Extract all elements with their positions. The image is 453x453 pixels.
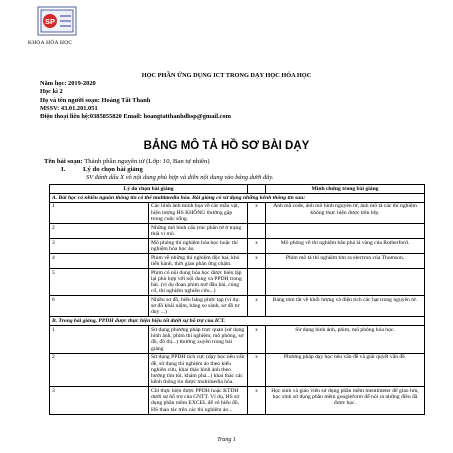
lesson-label: Tên bài soạn: xyxy=(44,158,83,165)
author-info xyxy=(40,80,231,121)
row-mark xyxy=(248,268,266,295)
row-reason: Các hình ảnh minh họa về các mẫu vật, hiện tượng HS KHÔNG thường gặp trong cuộc sống. xyxy=(149,202,248,223)
lesson-value: Thành phần nguyên tử (Lớp: 10, Ban tự nhiên) xyxy=(82,158,210,165)
group-a-heading: A. Bài học có nhiều nguồn thông tin có thể multimedia hóa. Bài giảng có sử dụng những kênh thông tin sau: xyxy=(50,193,425,202)
row-number: 4 xyxy=(50,253,149,268)
course-title: HỌC PHẦN ỨNG DỤNG ICT TRONG DẠY HỌC HÓA HỌC xyxy=(141,72,312,79)
table-header-row xyxy=(50,185,425,194)
section-label: Lý do chọn bài giảng xyxy=(83,166,143,173)
term: Học kì 2 xyxy=(40,88,63,96)
col-evidence-header: Minh chứng trong bài giảng xyxy=(266,185,425,194)
group-b-heading: B. Trong bài giảng, PPDH được thực hiện hiệu tốt dưới sự hỗ trợ của ICT. xyxy=(50,317,425,326)
row-evidence: Học sinh và giáo viên sử dụng phần mềm mentimeter để giao lưu, học sinh sử dụng phần mềm googleform để nói ra những điều đã được học. xyxy=(266,387,425,414)
section-heading xyxy=(61,166,143,173)
group-b-row xyxy=(50,317,425,326)
row-mark: x xyxy=(248,326,266,353)
row-number: 3 xyxy=(50,387,149,414)
author-name: Họ và tên người soạn: Hoàng Tất Thanh xyxy=(40,96,151,104)
row-mark: x xyxy=(248,353,266,387)
table-row xyxy=(50,326,425,353)
row-reason: Những mô hình cấu trúc phân tử ở trạng thái vi mô. xyxy=(149,223,248,238)
row-number: 3 xyxy=(50,238,149,253)
row-evidence xyxy=(266,268,425,295)
row-reason: Nhiều sơ đồ, biểu bảng phức tạp (ví dụ: sơ đồ khái niệm, bảng so sánh, sơ đồ tư duy ...) xyxy=(149,296,248,317)
row-number: 2 xyxy=(50,223,149,238)
row-mark: x xyxy=(248,387,266,414)
table-row xyxy=(50,238,425,253)
page-footer: Trang 1 xyxy=(217,437,236,443)
logo-caption: KHOA HÓA HỌC xyxy=(28,40,73,46)
row-mark xyxy=(248,223,266,238)
row-evidence: Bảng tóm tắt về khối lượng và điện tích các hạt trong nguyên tử. xyxy=(266,296,425,317)
row-reason: Mô phỏng thí nghiệm hóa học hoặc thí nghiệm hóa học ảo. xyxy=(149,238,248,253)
table-row xyxy=(50,268,425,295)
table-row xyxy=(50,296,425,317)
row-mark: x xyxy=(248,202,266,223)
lesson-line xyxy=(44,158,210,165)
row-evidence: Ảnh mã code, ảnh mô hình nguyên tử, ảnh mô tả các thí nghiệm không thực hiện được trên lớp. xyxy=(266,202,425,223)
table-row xyxy=(50,253,425,268)
row-number: 5 xyxy=(50,268,149,295)
row-number: 6 xyxy=(50,296,149,317)
row-reason: Sử dụng phương pháp trực quan (sử dụng hình ảnh, phim thí nghiệm, mô phỏng, sơ đồ, đồ thị...) thường xuyên trong bài giảng xyxy=(149,326,248,353)
col-reason-header: Lý do chọn bài giảng xyxy=(50,185,248,194)
reason-table xyxy=(49,184,425,415)
row-number: 2 xyxy=(50,353,149,387)
table-row xyxy=(50,387,425,414)
col-mark-header xyxy=(248,185,266,194)
table-row xyxy=(50,202,425,223)
row-reason: Chỉ thực hiện được PPDH hoặc KTDH dưới sự hỗ trợ của CNTT. Ví dụ, HS sử dụng phần mềm EXCEL để vẽ biểu đồ, HS thao tác trên các thí nghiệm ảo... xyxy=(149,387,248,414)
row-evidence: Mô phỏng về thí nghiệm bắn phá lá vàng của Rutherford. xyxy=(266,238,425,253)
row-reason: Phim về những thí nghiệm độc hại, khó tiến hành, thời gian phản ứng chậm. xyxy=(149,253,248,268)
contact-info: Điện thoại liên hệ:0385855820 Email: hoangtatthanhdhsp@gmail.com xyxy=(40,113,231,121)
row-reason: Phim có nội dung hóa học được biên tập lại phù hợp với nội dung và PPDH trong bài. (ví dụ đoạn phim mở đầu bài, củng cố, thí nghiệm nghiên cứu...) xyxy=(149,268,248,295)
student-id: MSSV: 43.01.201.051 xyxy=(40,104,98,112)
school-logo xyxy=(37,6,77,36)
logo-letters: SP xyxy=(44,17,56,26)
row-evidence: Phương pháp dạy học nêu vấn đề và giải quyết vấn đề. xyxy=(266,353,425,387)
row-evidence xyxy=(266,223,425,238)
row-evidence: Sử dụng hình ảnh, phim, mô phỏng hóa học. xyxy=(266,326,425,353)
document-title: BẢNG MÔ TẢ HỒ SƠ BÀI DẠY xyxy=(143,140,310,152)
row-mark: x xyxy=(248,238,266,253)
school-year: Năm học: 2019-2020 xyxy=(40,80,96,87)
row-mark: x xyxy=(248,296,266,317)
row-number: 1 xyxy=(50,202,149,223)
row-mark: x xyxy=(248,253,266,268)
instruction-text: SV đánh dấu X vô nội dung phù hợp và diễn nội dung vào bảng dưới đây. xyxy=(86,174,274,181)
section-number: I. xyxy=(61,166,66,173)
group-a-row xyxy=(50,193,425,202)
row-reason: Sử dụng PPDH tích cực (dạy học nêu vấn đề, sử dụng thí nghiệm ảo theo kiểu nghiên cứu, khai thác hình ảnh theo hướng tìm tòi, khám phá...) khai thác các kênh thông tin được multimedia hóa. xyxy=(149,353,248,387)
table-row xyxy=(50,223,425,238)
row-number: 1 xyxy=(50,326,149,353)
table-row xyxy=(50,353,425,387)
row-evidence: Phim mô tả thí nghiệm tìm ra electron của Thomson. xyxy=(266,253,425,268)
